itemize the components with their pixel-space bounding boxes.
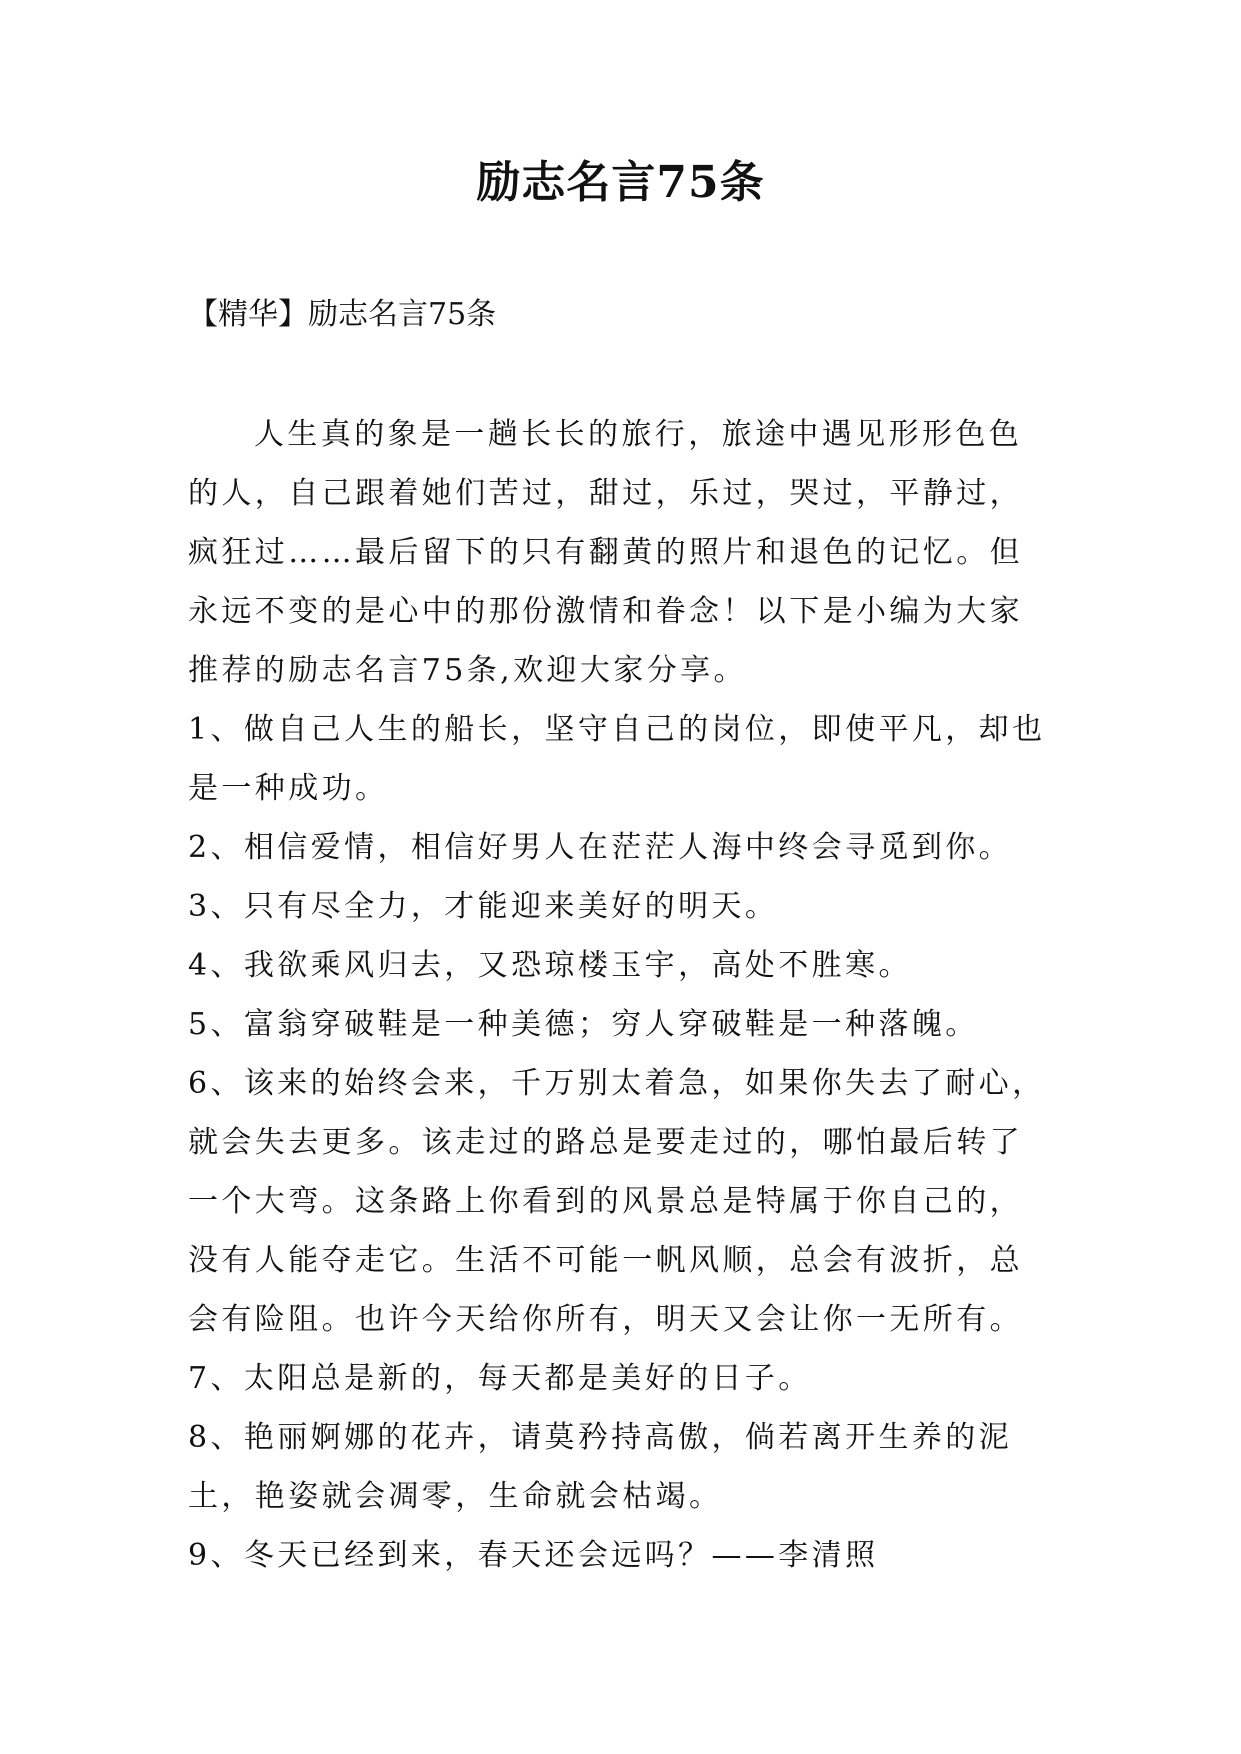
quote-item: 7、太阳总是新的，每天都是美好的日子。: [188, 1361, 812, 1396]
quote-item: 5、富翁穿破鞋是一种美德；穷人穿破鞋是一种落魄。: [188, 1007, 979, 1042]
quote-item: 2、相信爱情，相信好男人在茫茫人海中终会寻觅到你。: [188, 830, 1013, 865]
intro-paragraph: 人生真的象是一趟长长的旅行，旅途中遇见形形色色的人，自己跟着她们苦过，甜过，乐过，哭过，平静过，疯狂过……最后留下的只有翻黄的照片和退色的记忆。但永远不变的是心中的那份激情和眷念！以下是小编为大家推荐的励志名言75条,欢迎大家分享。: [188, 417, 1023, 688]
document-title: 励志名言75条: [476, 157, 765, 208]
quote-item: 8、艳丽婀娜的花卉，请莫矜持高傲，倘若离开生养的泥土，艳姿就会凋零，生命就会枯竭。: [188, 1420, 1013, 1514]
quote-item: 4、我欲乘风归去，又恐琼楼玉宇，高处不胜寒。: [188, 948, 912, 983]
quote-item: 9、冬天已经到来，春天还会远吗？——李清照: [188, 1538, 879, 1573]
quote-item: 6、该来的始终会来，千万别太着急，如果你失去了耐心，就会失去更多。该走过的路总是要走过的，哪怕最后转了一个大弯。这条路上你看到的风景总是特属于你自己的，没有人能夺走它。生活不可能一帆风顺，总会有波折，总会有险阻。也许今天给你所有，明天又会让你一无所有。: [188, 1066, 1046, 1337]
document-body: [188, 405, 1050, 1585]
quote-item: 1、做自己人生的船长，坚守自己的岗位，即使平凡，却也是一种成功。: [188, 712, 1046, 806]
document-subtitle: 【精华】励志名言75条: [188, 297, 497, 332]
quote-item: 3、只有尽全力，才能迎来美好的明天。: [188, 889, 779, 924]
